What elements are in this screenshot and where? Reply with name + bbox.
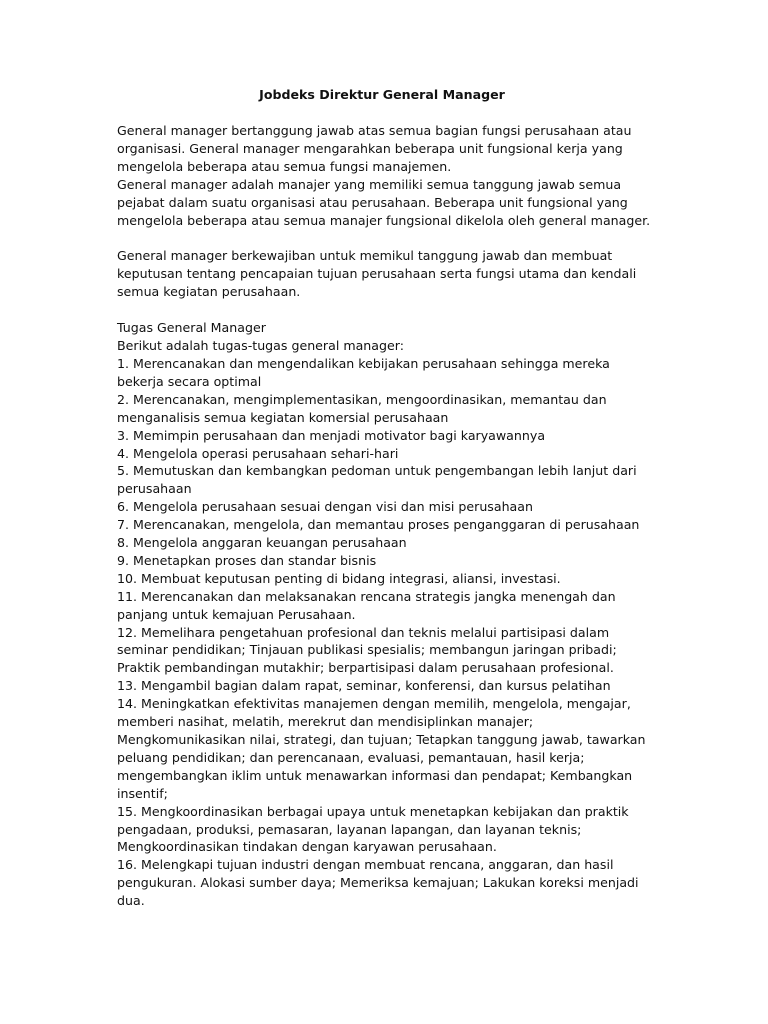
task-line: 14. Meningkatkan efektivitas manajemen dengan memilih, mengelola, mengajar, xyxy=(117,696,631,712)
task-line: perusahaan xyxy=(117,481,192,497)
task-line: pengadaan, produksi, pemasaran, layanan lapangan, dan layanan teknis; xyxy=(117,821,582,837)
text-line: mengelola beberapa atau semua manajer fungsional dikelola oleh general manager. xyxy=(117,212,651,228)
task-line: insentif; xyxy=(117,785,168,801)
text-line: semua kegiatan perusahaan. xyxy=(117,284,301,300)
task-line: peluang pendidikan; dan perencanaan, evaluasi, pemantauan, hasil kerja; xyxy=(117,749,585,765)
tasks-intro: Berikut adalah tugas-tugas general manager: xyxy=(117,338,404,354)
paragraph-intro xyxy=(117,122,677,229)
task-line: 8. Mengelola anggaran keuangan perusahaan xyxy=(117,535,407,551)
task-line: 9. Menetapkan proses dan standar bisnis xyxy=(117,552,377,568)
task-line: Mengkomunikasikan nilai, strategi, dan tujuan; Tetapkan tanggung jawab, tawarkan xyxy=(117,732,646,747)
text-line: General manager berkewajiban untuk memikul tanggung jawab dan membuat xyxy=(117,248,613,264)
task-line: 4. Mengelola operasi perusahaan sehari-hari xyxy=(117,445,399,461)
task-line: 2. Merencanakan, mengimplementasikan, mengoordinasikan, memantau dan xyxy=(117,391,607,407)
paragraph-tasks xyxy=(117,319,677,910)
paragraph-obligations xyxy=(117,247,677,301)
task-line: dua. xyxy=(117,893,145,909)
paragraph-spacer xyxy=(117,229,768,247)
text-line: keputusan tentang pencapaian tujuan perusahaan serta fungsi utama dan kendali xyxy=(117,266,637,282)
task-line: Mengkoordinasikan tindakan dengan karyawan perusahaan. xyxy=(117,839,497,855)
task-line: 5. Memutuskan dan kembangkan pedoman untuk pengembangan lebih lanjut dari xyxy=(117,463,637,479)
task-line: 11. Merencanakan dan melaksanakan rencana strategis jangka menengah dan xyxy=(117,588,616,604)
paragraph-spacer xyxy=(117,301,768,319)
task-line: 10. Membuat keputusan penting di bidang integrasi, aliansi, investasi. xyxy=(117,570,561,586)
text-line: General manager adalah manajer yang memiliki semua tanggung jawab semua xyxy=(117,176,622,192)
task-line: seminar pendidikan; Tinjauan publikasi spesialis; membangun jaringan pribadi; xyxy=(117,642,617,658)
task-line: 6. Mengelola perusahaan sesuai dengan visi dan misi perusahaan xyxy=(117,499,533,515)
task-line: menganalisis semua kegiatan komersial perusahaan xyxy=(117,409,449,425)
task-line: 16. Melengkapi tujuan industri dengan membuat rencana, anggaran, dan hasil xyxy=(117,857,614,873)
task-line: memberi nasihat, melatih, merekrut dan mendisiplinkan manajer; xyxy=(117,714,534,730)
task-line: 1. Merencanakan dan mengendalikan kebijakan perusahaan sehingga mereka xyxy=(117,355,610,371)
task-line: 7. Merencanakan, mengelola, dan memantau proses penganggaran di perusahaan xyxy=(117,517,640,533)
task-line: 15. Mengkoordinasikan berbagai upaya untuk menetapkan kebijakan dan praktik xyxy=(117,803,629,819)
tasks-heading: Tugas General Manager xyxy=(117,320,266,336)
text-line: General manager bertanggung jawab atas semua bagian fungsi perusahaan atau xyxy=(117,123,632,138)
text-line: pejabat dalam suatu organisasi atau perusahaan. Beberapa unit fungsional yang xyxy=(117,194,628,210)
task-line: bekerja secara optimal xyxy=(117,373,262,389)
task-line: 13. Mengambil bagian dalam rapat, seminar, konferensi, dan kursus pelatihan xyxy=(117,678,611,694)
task-line: pengukuran. Alokasi sumber daya; Memeriksa kemajuan; Lakukan koreksi menjadi xyxy=(117,875,639,891)
text-line: organisasi. General manager mengarahkan beberapa unit fungsional kerja yang xyxy=(117,140,623,156)
task-line: panjang untuk kemajuan Perusahaan. xyxy=(117,606,356,622)
task-line: Praktik pembandingan mutakhir; berpartisipasi dalam perusahaan profesional. xyxy=(117,660,614,676)
task-line: mengembangkan iklim untuk menawarkan informasi dan pendapat; Kembangkan xyxy=(117,767,633,783)
document-title: Jobdeks Direktur General Manager xyxy=(259,87,505,102)
text-line: mengelola beberapa atau semua fungsi manajemen. xyxy=(117,158,452,174)
task-line: 12. Memelihara pengetahuan profesional dan teknis melalui partisipasi dalam xyxy=(117,624,610,640)
task-line: 3. Memimpin perusahaan dan menjadi motivator bagi karyawannya xyxy=(117,427,546,443)
